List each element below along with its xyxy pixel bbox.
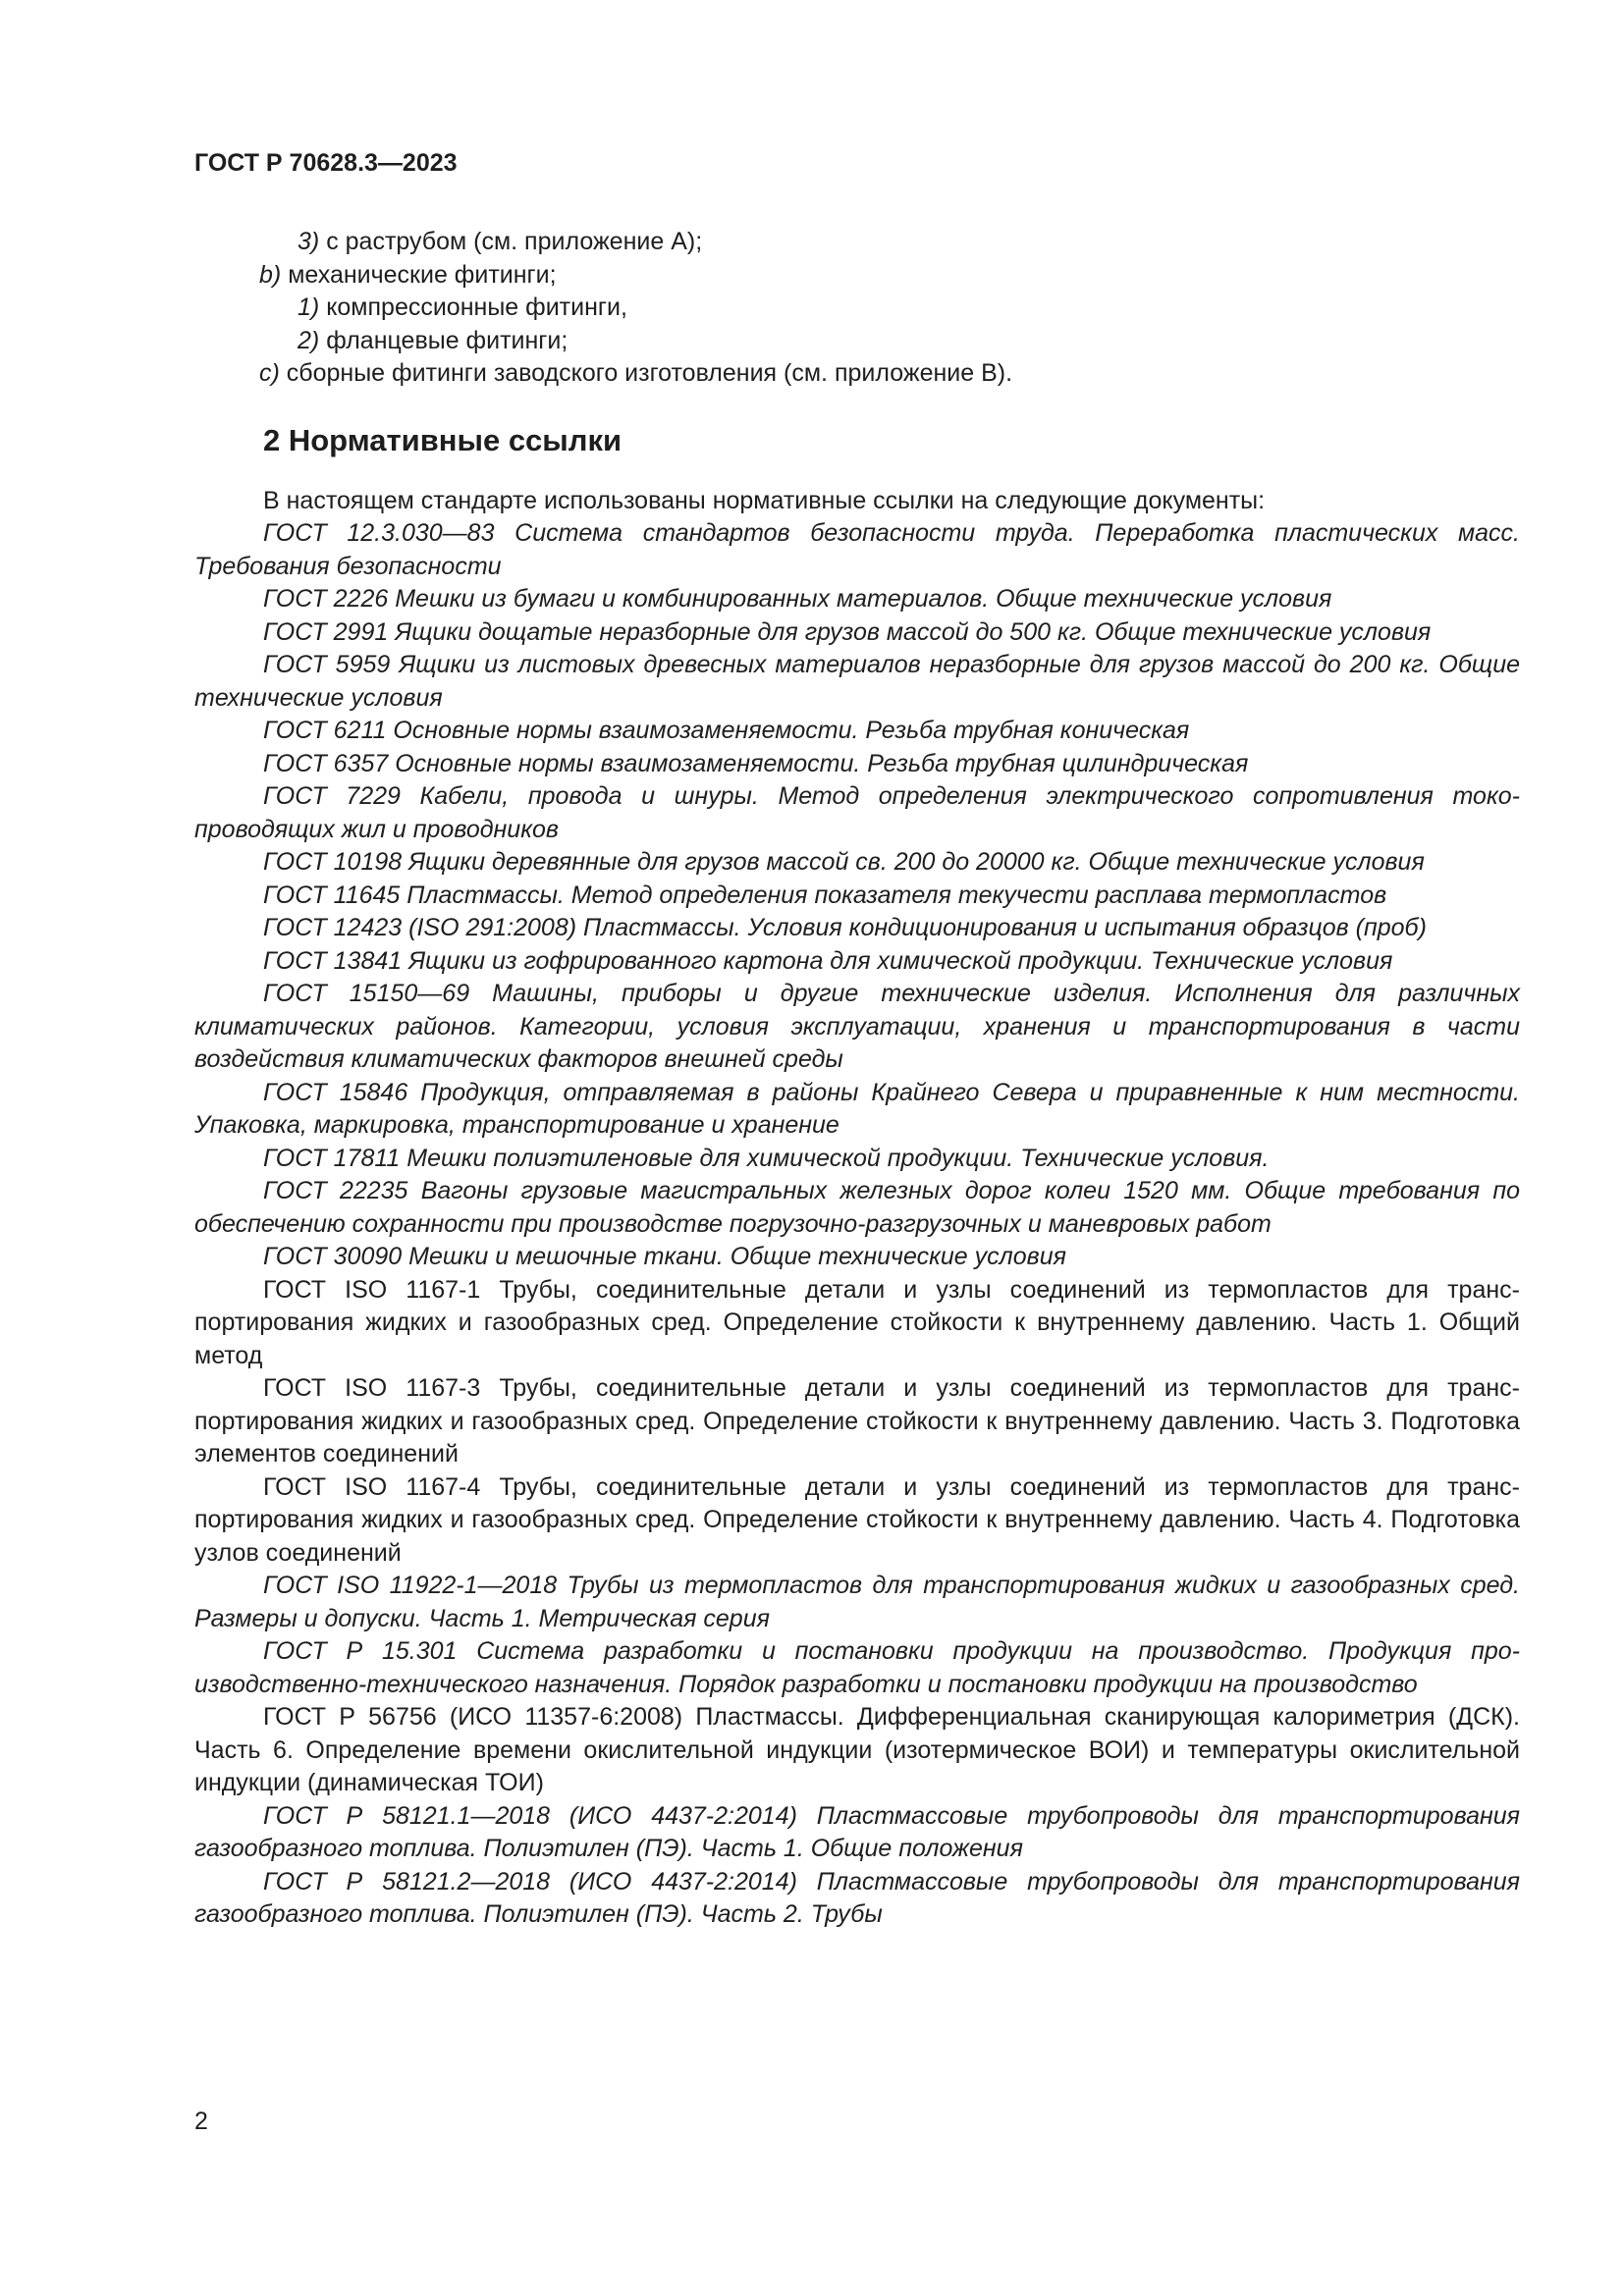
fittings-list [194, 226, 1520, 391]
list-item-number: 2) [298, 326, 320, 354]
list-item-text: сборные фитинги заводского изготовления (см. приложение В). [286, 359, 1013, 387]
reference-entry: ГОСТ 15150—69 Машины, приборы и другие технические изделия. Исполнения для различных климатических районов. Категории, условия эксплуатации, хранения и транспортирования в части воздействия климатических факторов внешней среды [194, 980, 1520, 1073]
list-item-text: фланцевые фитинги; [326, 326, 568, 354]
list-item [194, 259, 1520, 293]
list-item-number: 3) [298, 228, 320, 255]
normative-references-list [194, 517, 1520, 1932]
reference-entry: ГОСТ 30090 Мешки и мешочные ткани. Общие технические условия [263, 1243, 1066, 1270]
list-item-number: c) [259, 359, 280, 387]
reference-entry: ГОСТ Р 58121.1—2018 (ИСО 4437-2:2014) Пластмассовые трубопроводы для транспортирования газообразного топлива. Полиэтилен (ПЭ). Часть 1. Общие положения [194, 1801, 1520, 1862]
reference-entry: ГОСТ 11645 Пластмассы. Метод определения показателя текучести расплава термопластов [263, 881, 1387, 909]
reference-entry: ГОСТ 15846 Продукция, отправляемая в районы Крайнего Севера и приравненные к ним местности. Упаковка, маркировка, транспортирование и хранение [194, 1078, 1520, 1139]
reference-entry: ГОСТ Р 56756 (ИСО 11357-6:2008) Пластмассы. Дифференциальная сканирующая калориметрия (ДСК). Часть 6. Определение времени окислительной индукции (изотермическое ВОИ) и температуры окислительной индукции (динамическая ТОИ) [194, 1703, 1520, 1796]
list-item-text: с раструбом (см. приложение А); [326, 228, 703, 255]
reference-entry: ГОСТ ISO 11922-1—2018 Трубы из термопластов для транспортирования жидких и газообразных сред. Размеры и допуски. Часть 1. Метрическая серия [194, 1572, 1520, 1632]
reference-entry: ГОСТ Р 58121.2—2018 (ИСО 4437-2:2014) Пластмассовые трубопроводы для транспортирования газообразного топлива. Полиэтилен (ПЭ). Часть 2. Трубы [194, 1867, 1520, 1928]
reference-entry: ГОСТ 7229 Кабели, провода и шнуры. Метод определения электрического сопротивления токопроводящих жил и проводников [194, 782, 1520, 843]
reference-entry: ГОСТ 17811 Мешки полиэтиленовые для химической продукции. Технические условия. [263, 1144, 1270, 1172]
list-item [194, 325, 1520, 358]
document-header-id: ГОСТ Р 70628.3—2023 [194, 149, 458, 177]
list-item [194, 226, 1520, 259]
list-item-text: компрессионные фитинги, [326, 294, 627, 321]
reference-entry: ГОСТ ISO 1167-3 Трубы, соединительные детали и узлы соединений из термопластов для транспортирования жидких и газообразных сред. Определение стойкости к внутреннему давлению. Часть 3. Подготовка элементов соединений [194, 1374, 1520, 1468]
list-item-number: 1) [298, 294, 320, 321]
list-item [194, 357, 1520, 391]
reference-entry: ГОСТ 6211 Основные нормы взаимозаменяемости. Резьба трубная коническая [263, 717, 1190, 744]
reference-entry: ГОСТ 22235 Вагоны грузовые магистральных железных дорог колеи 1520 мм. Общие требования по обеспечению сохранности при производстве погрузочно-разгрузочных и маневровых работ [194, 1177, 1520, 1238]
reference-entry: ГОСТ ISO 1167-1 Трубы, соединительные детали и узлы соединений из термопластов для транспортирования жидких и газообразных сред. Определение стойкости к внутреннему давлению. Часть 1. Общий метод [194, 1275, 1520, 1369]
list-item [194, 292, 1520, 325]
section-intro: В настоящем стандарте использованы нормативные ссылки на следующие документы: [263, 486, 1266, 514]
reference-entry: ГОСТ 12423 (ISO 291:2008) Пластмассы. Условия кондиционирования и испытания образцов (проб) [263, 914, 1427, 941]
section-title: 2 Нормативные ссылки [263, 422, 623, 457]
reference-entry: ГОСТ ISO 1167-4 Трубы, соединительные детали и узлы соединений из термопластов для транспортирования жидких и газообразных сред. Определение стойкости к внутреннему давлению. Часть 4. Подготовка узлов соединений [194, 1472, 1520, 1567]
reference-entry: ГОСТ Р 15.301 Система разработки и постановки продукции на производство. Продукция производственно-технического назначения. Порядок разработки и постановки продукции на производство [194, 1637, 1520, 1698]
page-number: 2 [194, 2108, 208, 2135]
reference-entry: ГОСТ 5959 Ящики из листовых древесных материалов неразборные для грузов массой до 200 кг. Общие технические условия [194, 651, 1520, 712]
list-item-number: b) [259, 260, 282, 289]
reference-entry: ГОСТ 13841 Ящики из гофрированного картона для химической продукции. Технические условия [263, 946, 1393, 975]
reference-entry: ГОСТ 2991 Ящики дощатые неразборные для грузов массой до 500 кг. Общие технические условия [263, 617, 1432, 646]
reference-entry: ГОСТ 10198 Ящики деревянные для грузов массой св. 200 до 20000 кг. Общие технические условия [263, 848, 1425, 876]
reference-entry: ГОСТ 2226 Мешки из бумаги и комбинированных материалов. Общие технические условия [263, 585, 1332, 613]
list-item-text: механические фитинги; [288, 260, 557, 289]
document-page [194, 147, 1520, 1932]
reference-entry: ГОСТ 12.3.030—83 Система стандартов безопасности труда. Переработка пластических масс. Требования безопасности [194, 519, 1520, 580]
reference-entry: ГОСТ 6357 Основные нормы взаимозаменяемости. Резьба трубная цилиндрическая [263, 749, 1249, 777]
